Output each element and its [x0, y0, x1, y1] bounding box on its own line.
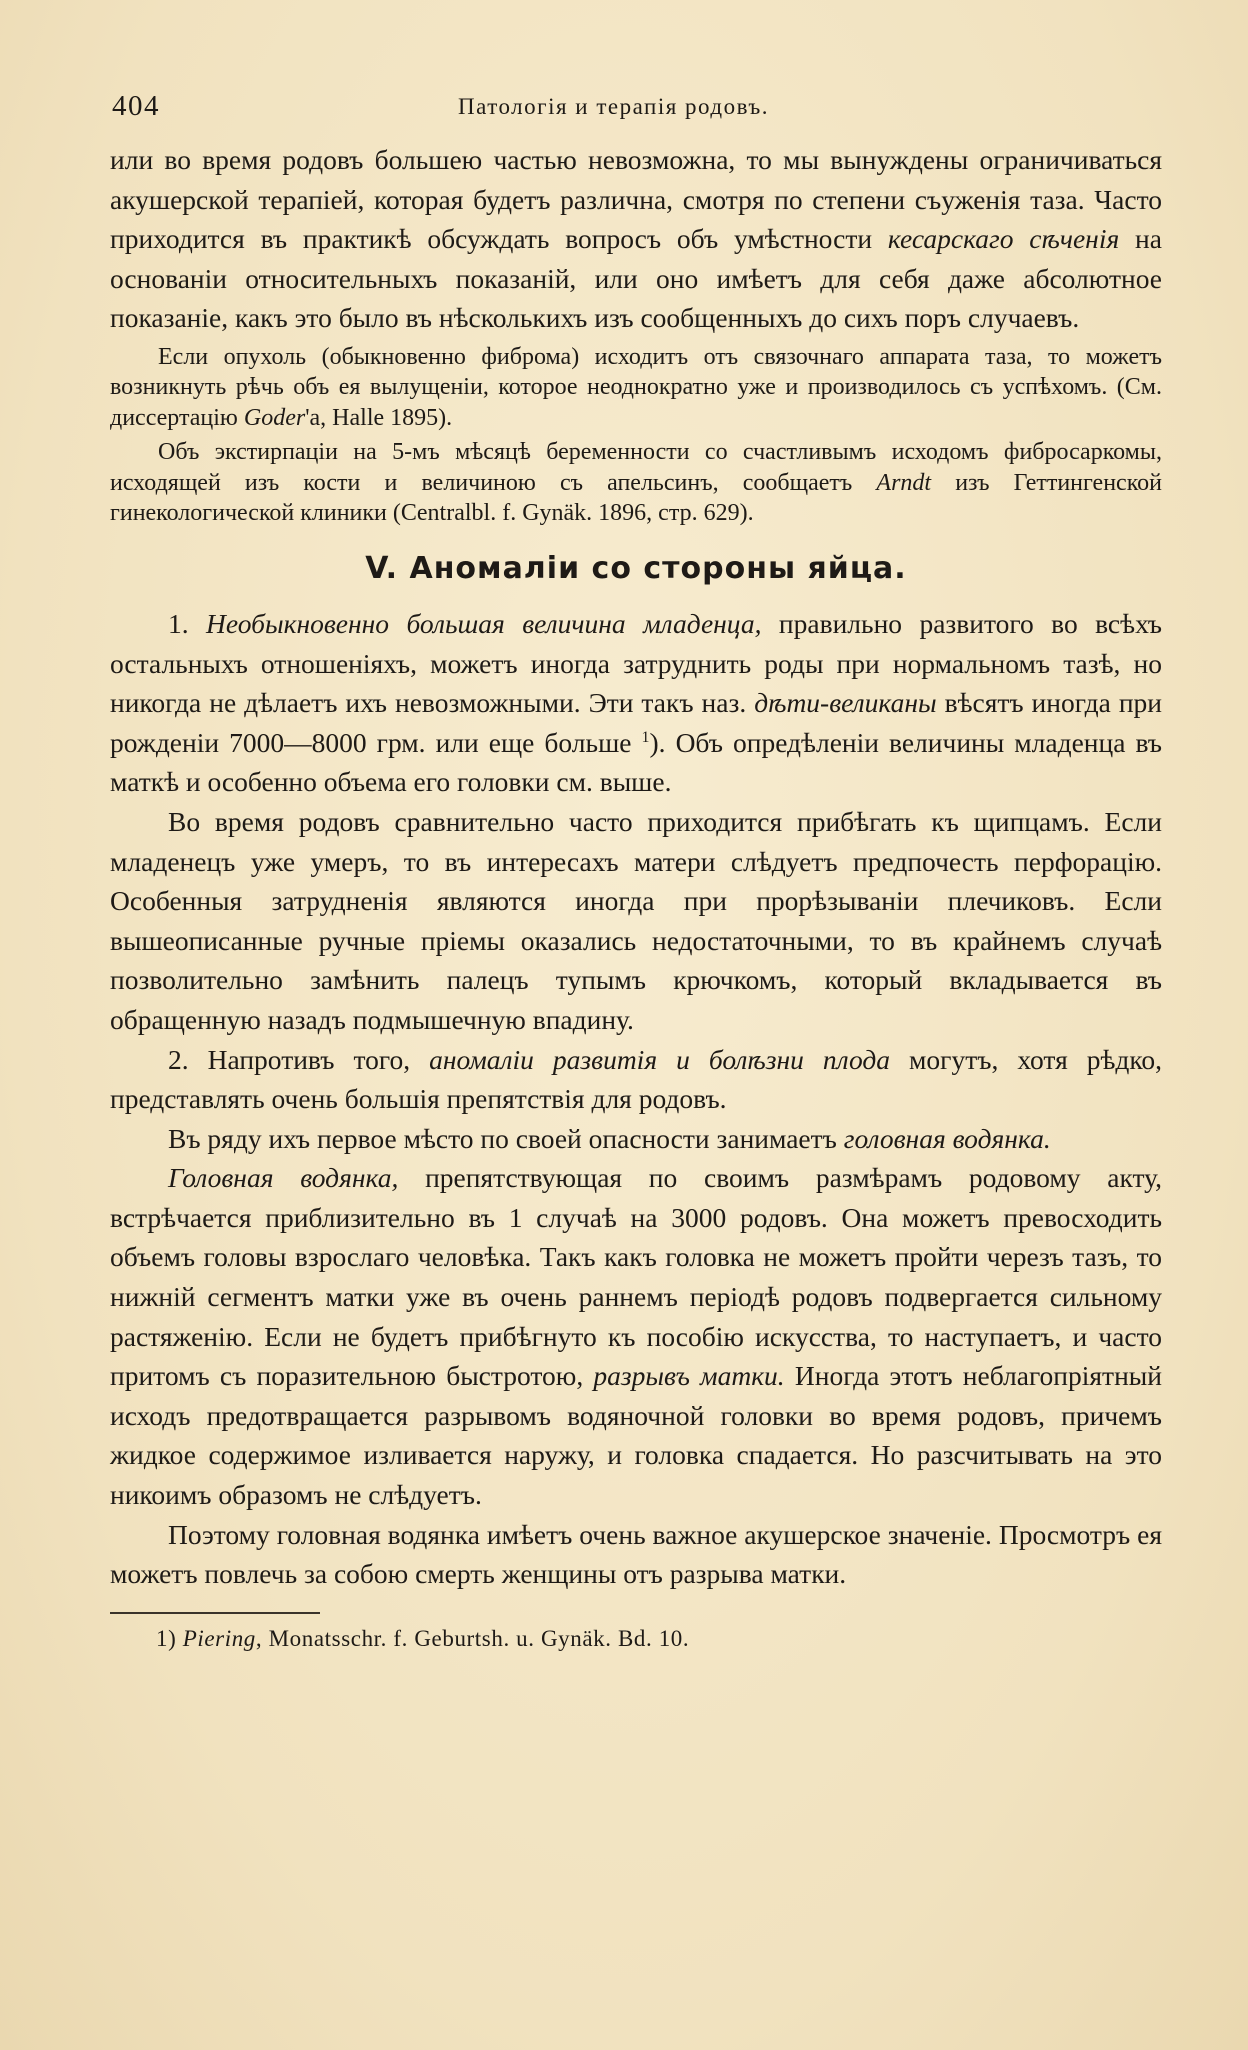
text-run: изъ Геттингенской гинекологической клиники (Centralbl. f. Gynäk. 1896, стр. 629).: [110, 469, 1162, 527]
text-run: или во время родовъ большею частью невозможна, то мы вынуждены ограничиваться акушерской терапіей, которая будетъ различна, смотря по степени съуженія таза. Часто приходится въ практикѣ обсуждать вопросъ объ умѣстности: [110, 144, 1162, 255]
section-paragraph-1: [110, 604, 1162, 802]
small-print-notes: [110, 342, 1162, 529]
text-run: ). Объ опредѣленіи величины младенца въ маткѣ и особенно объема его головки см. выше.: [110, 726, 1163, 798]
emphasis-caesarean: кесарскаго сѣченія: [887, 223, 1120, 255]
emphasis-anomalies: аномаліи развитія и болѣзни плода: [429, 1043, 891, 1075]
section-heading: V. Аномаліи со стороны яйца.: [365, 550, 907, 586]
text-run: на основаніи относительныхъ показаній, или оно имѣетъ для себя даже абсолютное показаніе, какъ это было въ нѣсколькихъ изъ сообщенныхъ до сихъ поръ случаевъ.: [110, 223, 1162, 334]
author-arndt: Arndt: [876, 469, 932, 496]
footnote-author: Piering: [182, 1625, 256, 1651]
author-goder: Goder: [243, 404, 306, 431]
text-run: Иногда этотъ неблагопріятный исходъ предотвращается разрывомъ водяночной головки во время родовъ, причемъ жидкое содержимое изливается наружу, и головка спадается. Но разсчитывать на это никоимъ образомъ не слѣдуетъ.: [110, 1360, 1162, 1511]
running-head: [110, 90, 1162, 140]
section-paragraph-6: Поэтому головная водянка имѣетъ очень важное акушерское значеніе. Просмотръ ея можетъ повлечь за собою смерть женщины отъ разрыва матки.: [110, 1518, 1162, 1590]
section-body: [110, 604, 1162, 1594]
section-paragraph-3: [110, 1040, 1162, 1119]
section-paragraph-5: [110, 1158, 1162, 1514]
text-run: 'а, Halle 1895).: [305, 404, 453, 431]
note-paragraph-1: [110, 342, 1162, 434]
emphasis-large-infant: Необыкновенно большая величина младенца,: [206, 607, 762, 639]
text-run: могутъ, хотя рѣдко, представлять очень большія препятствія для родовъ.: [110, 1043, 1163, 1115]
text-run: 1.: [168, 607, 207, 639]
text-run: 2. Напротивъ того,: [168, 1043, 430, 1075]
footnote-citation: , Monatsschr. f. Geburtsh. u. Gynäk. Bd. 10.: [255, 1625, 690, 1651]
text-run: вѣсятъ иногда при рожденіи 7000—8000 грм. или еще больше: [110, 687, 1163, 758]
text-run: Объ экстирпаціи на 5-мъ мѣсяцѣ беременности со счастливымъ исходомъ фибросаркомы, исходящей изъ кости и величиною съ апельсинъ, сообщаетъ: [110, 439, 1162, 496]
note-paragraph-2: [110, 437, 1162, 529]
emphasis-hydrocephalus: головная водянка.: [843, 1122, 1051, 1154]
emphasis-hydrocephalus-lead: Головная водянка,: [168, 1162, 399, 1194]
footnote-ref: 1: [641, 728, 650, 746]
text-run: препятствующая по своимъ размѣрамъ родовому акту, встрѣчается приблизительно въ 1 случаѣ на 3000 родовъ. Она можетъ превосходить объемъ головы взрослаго человѣка. Такъ какъ головка не можетъ пройти черезъ тазъ, то нижній сегментъ матки уже въ очень раннемъ періодѣ родовъ подвергается сильному растяженію. Если не будетъ прибѣгнуто къ пособію искусства, то наступаетъ, и часто притомъ съ поразительною быстротою,: [110, 1162, 1163, 1392]
section-paragraph-2: Во время родовъ сравнительно часто приходится прибѣгать къ щипцамъ. Если младенецъ уже умеръ, то въ интересахъ матери слѣдуетъ предпочесть перфорацію. Особенныя затрудненія являются иногда при прорѣзываніи плечиковъ. Если вышеописанные ручные пріемы оказались недостаточными, то въ крайнемъ случаѣ позволительно замѣнить палецъ тупымъ крючкомъ, который вкладывается въ обращенную назадъ подмышечную впадину.: [110, 805, 1162, 1035]
page-number: 404: [112, 90, 160, 122]
footnote-rule: [110, 1612, 320, 1614]
footnote-marker: 1): [156, 1625, 177, 1651]
text-run: Въ ряду ихъ первое мѣсто по своей опасности занимаетъ: [168, 1122, 844, 1154]
intro-text: [110, 140, 1162, 338]
footnote: [110, 1624, 1162, 1654]
intro-paragraph: [110, 140, 1162, 338]
emphasis-giant-children: дѣти-великаны: [754, 687, 937, 719]
running-title: Патологія и терапія родовъ.: [458, 94, 770, 119]
text-run: правильно развитого во всѣхъ остальныхъ отношеніяхъ, можетъ иногда затруднить роды при нормальномъ тазѣ, но никогда не дѣлаетъ ихъ невозможными. Эти такъ наз.: [110, 607, 1162, 719]
emphasis-uterine-rupture: разрывъ матки.: [593, 1360, 785, 1392]
section-paragraph-4: [110, 1119, 1162, 1159]
text-run: Если опухоль (обыкновенно фиброма) исходитъ отъ связочнаго аппарата таза, то можетъ возникнуть рѣчь объ ея вылущеніи, которое неоднократно уже и производилось съ успѣхомъ. (См. диссертацію: [110, 343, 1162, 431]
